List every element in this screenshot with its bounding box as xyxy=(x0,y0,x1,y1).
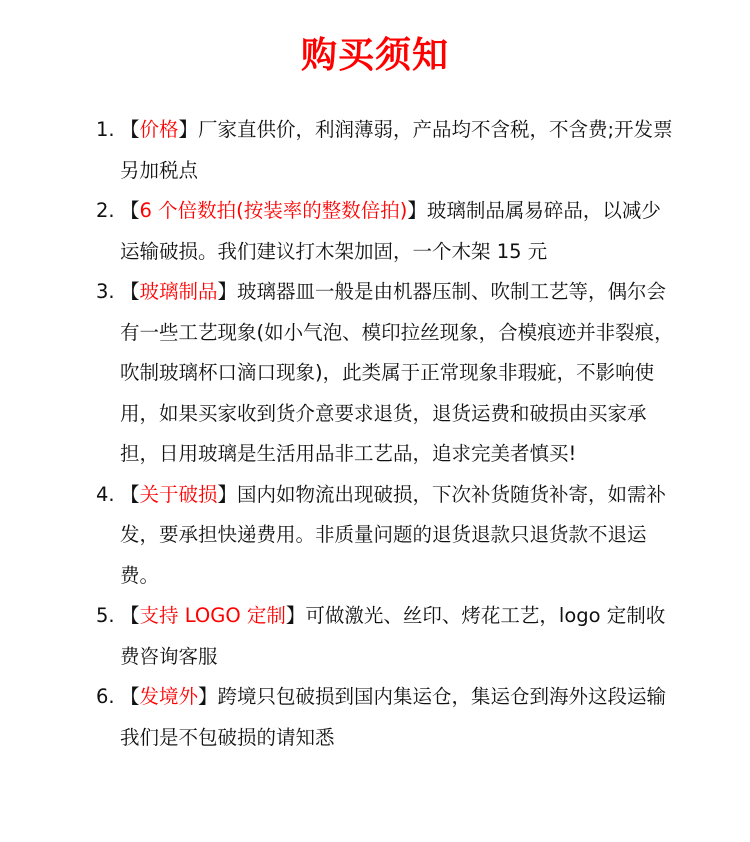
item-text: 玻璃器皿一般是由机器压制、吹制工艺等，偶尔会有一些工艺现象(如小气泡、模印拉丝现象，合模痕迹并非裂痕，吹制玻璃杯口滴口现象)，此类属于正常现象非瑕疵，不影响使用，如果买家收到货介意要求退货，退货运费和破损由买家承担，日用玻璃是生活用品非工艺品，追求完美者慎买! xyxy=(120,280,674,465)
item-number: 4. xyxy=(96,482,115,506)
item-label: 发境外 xyxy=(139,685,199,708)
bracket-close: 】 xyxy=(285,604,306,627)
notice-item-logo xyxy=(96,596,676,677)
bracket-close: 】 xyxy=(217,482,238,506)
notice-item-glassware xyxy=(96,272,676,475)
item-label: 6 个倍数拍(按装率的整数倍拍) xyxy=(139,199,408,222)
notice-item-breakage xyxy=(96,475,676,597)
bracket-open: 【 xyxy=(120,199,140,222)
page-title: 购买须知 xyxy=(300,35,449,76)
bracket-open: 【 xyxy=(120,604,140,627)
item-text: 跨境只包破损到国内集运仓，集运仓到海外这段运输我们是不包破损的请知悉 xyxy=(120,685,667,749)
item-number: 5. xyxy=(96,604,115,627)
item-number: 6. xyxy=(96,685,115,708)
item-label: 价格 xyxy=(139,118,179,141)
item-number: 2. xyxy=(96,199,115,222)
item-text: 可做激光、丝印、烤花工艺，logo 定制收费咨询客服 xyxy=(120,604,666,668)
notice-item-price xyxy=(96,110,676,191)
bracket-open: 【 xyxy=(120,685,140,708)
item-text: 国内如物流出现破损，下次补货随货补寄，如需补发，要承担快递费用。非质量问题的退货退款只退货款不退运费。 xyxy=(120,482,667,587)
bracket-close: 】 xyxy=(178,118,199,141)
item-number: 3. xyxy=(96,280,115,303)
notice-item-overseas xyxy=(96,677,676,758)
item-text: 厂家直供价，利润薄弱，产品均不含税，不含费;开发票另加税点 xyxy=(120,118,673,182)
item-label: 支持 LOGO 定制 xyxy=(139,604,286,627)
bracket-open: 【 xyxy=(120,482,140,506)
item-number: 1. xyxy=(96,118,115,141)
bracket-close: 】 xyxy=(198,685,218,708)
bracket-close: 】 xyxy=(407,199,427,222)
bracket-open: 【 xyxy=(120,280,140,303)
bracket-close: 】 xyxy=(217,280,238,303)
item-label: 玻璃制品 xyxy=(139,280,218,303)
item-label: 关于破损 xyxy=(139,482,218,506)
notice-list xyxy=(96,110,676,758)
bracket-open: 【 xyxy=(120,118,140,141)
notice-item-multiples xyxy=(96,191,676,272)
item-text: 玻璃制品属易碎品，以减少运输破损。我们建议打木架加固，一个木架 15 元 xyxy=(120,199,661,263)
